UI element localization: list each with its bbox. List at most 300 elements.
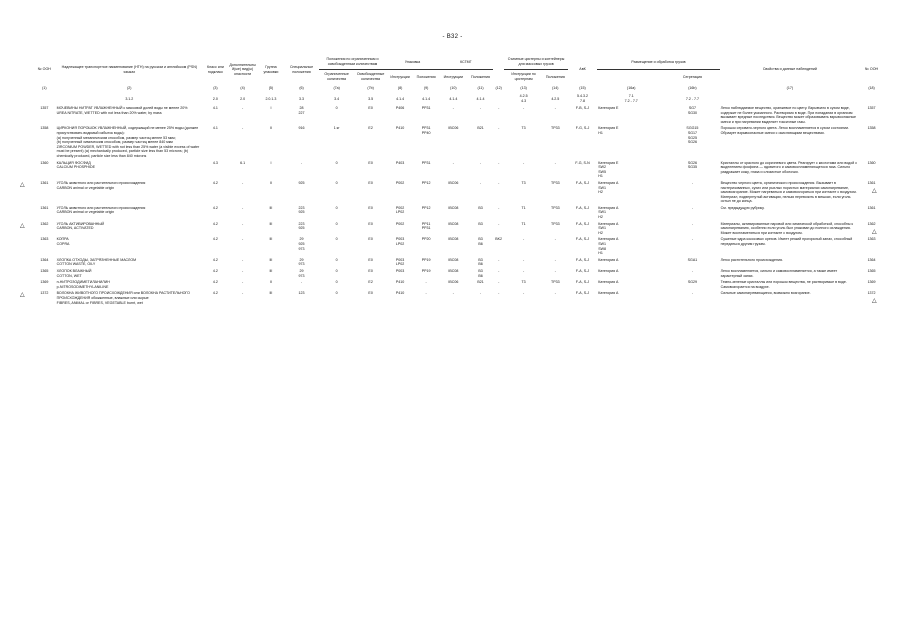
name-english: COTTON, WET bbox=[56, 273, 82, 278]
name-russian: КАЛЬЦИЯ ФОСФИД bbox=[56, 160, 91, 165]
column-number: (2) bbox=[127, 86, 132, 91]
segregation: - bbox=[691, 221, 694, 226]
stowage: Категория A SW1 SW8 H1 bbox=[598, 237, 619, 256]
packing-provision: - bbox=[425, 291, 427, 296]
name-russian: КОПРА bbox=[56, 237, 69, 242]
blank-cell: - bbox=[498, 126, 500, 131]
segregation: SG29 bbox=[687, 280, 698, 285]
stowage: Категория A bbox=[598, 291, 619, 296]
column-number: (10) bbox=[450, 86, 457, 91]
ibc-instruction: - bbox=[452, 291, 454, 296]
class: 4.2 bbox=[212, 257, 218, 262]
subsidiary-hazard: - bbox=[242, 106, 244, 110]
excepted-quantity: E2 bbox=[368, 280, 373, 285]
tank-instruction: T1 bbox=[521, 205, 526, 210]
excepted-quantity: E0 bbox=[368, 269, 373, 273]
header-special-provisions: Специальные положения bbox=[289, 64, 314, 74]
header-limited: Ограниченные количества bbox=[324, 72, 349, 81]
un-number: 1357 bbox=[40, 106, 49, 110]
column-number: (14) bbox=[552, 86, 559, 91]
table-row bbox=[33, 105, 883, 125]
excepted-quantity: E0 bbox=[368, 106, 373, 110]
packing-instruction: P403 bbox=[395, 160, 405, 165]
ibc-instruction: IBC08 bbox=[448, 237, 459, 242]
class: 4.2 bbox=[212, 180, 218, 185]
header-un-no: № ООН bbox=[37, 67, 51, 72]
name-english: ZIRCONIUM POWDER, WETTED with not less than 25% water (a visible excess of water must be present) (a) mechanically produced, particle size less than 53 microns; (b) chemically produced, particle size less than 840 microns bbox=[56, 144, 200, 158]
name-english: CALCIUM PHOSPHIDE bbox=[56, 165, 95, 170]
dangerous-goods-table bbox=[33, 55, 883, 306]
column-number: (5) bbox=[268, 86, 274, 91]
name-english: FIBRES, ANIMAL or FIBRES, VEGETABLE burnt, wet bbox=[56, 300, 143, 305]
special-provisions: 28 227 bbox=[298, 106, 305, 115]
column-number: (16a) bbox=[627, 86, 636, 91]
column-number: (18) bbox=[868, 86, 875, 91]
header-row-1 bbox=[33, 55, 883, 70]
subsidiary-hazard: - bbox=[242, 269, 244, 273]
table-row bbox=[33, 257, 883, 268]
packing-provision: PP31 bbox=[421, 106, 431, 110]
name-russian: МОЧЕВИНЫ НИТРАТ УВЛАЖНЕННЫЙ с массовой долей воды не менее 20% bbox=[56, 106, 188, 110]
header-ems: АвК bbox=[579, 67, 586, 72]
proper-shipping-name bbox=[56, 221, 203, 237]
subsidiary-hazard: - bbox=[242, 291, 244, 296]
revision-marker-right: △ bbox=[872, 298, 877, 305]
special-provisions: 123 bbox=[298, 291, 305, 296]
column-number-row bbox=[33, 84, 883, 93]
column-number: (11) bbox=[477, 86, 484, 91]
column-number: (7b) bbox=[367, 86, 374, 91]
packing-provision: PP12 bbox=[421, 180, 431, 185]
reference-cell bbox=[860, 93, 883, 105]
column-number: (3) bbox=[213, 86, 218, 91]
name-english: CARBON animal or vegetable origin bbox=[56, 185, 115, 190]
proper-shipping-name bbox=[56, 290, 203, 306]
ems: F-A, S-J bbox=[575, 221, 590, 226]
column-number: (1) bbox=[42, 86, 47, 91]
special-provisions: - bbox=[300, 280, 303, 285]
packing-provision: PP20 bbox=[421, 237, 431, 242]
ibc-instruction: IBC08 bbox=[448, 221, 459, 226]
reference-cell: 7.2 - 7.7 bbox=[685, 96, 700, 101]
name-english: p-NITROSODIMETHYLANILINE bbox=[56, 284, 109, 289]
proper-shipping-name bbox=[56, 205, 203, 221]
header-packing: Упаковка bbox=[387, 55, 439, 70]
un-number: 1372 bbox=[40, 291, 49, 296]
ibc-provision: - bbox=[479, 160, 482, 165]
stowage: Категория A bbox=[598, 257, 619, 262]
stowage: Категория E bbox=[598, 106, 619, 110]
header-segregation: Сегрегация bbox=[682, 74, 702, 79]
header-name: Надлежащее транспортное наименование (НТН) на русском и английском (PSN) языках bbox=[61, 64, 198, 74]
name-russian: п-НИТРОЗОДИМЕТИЛАНИЛИН bbox=[56, 280, 110, 285]
blank-cell: - bbox=[498, 180, 500, 185]
class: 4.1 bbox=[212, 106, 218, 110]
stowage: Категория A SW1 H2 bbox=[598, 180, 619, 195]
class: 4.2 bbox=[212, 269, 218, 273]
subsidiary-hazard: - bbox=[242, 126, 244, 131]
tank-provision: - bbox=[554, 291, 556, 296]
properties: Легко наблюдаемое вещество, оранжевое по цвету. Взрывчато в сухом виде, содержит не более указанного. Растворимо в воде. При попадании в организм вызывает вредные последствия. Вещество может образовывать взрывоопасные смеси и при нагревании выделяет токсичные газы. bbox=[720, 106, 857, 124]
header-tank-instr: Инструкции по цистернам bbox=[511, 72, 536, 81]
subsidiary-hazard: - bbox=[242, 280, 244, 285]
ibc-provision: B3 B6 bbox=[478, 257, 483, 267]
reference-row bbox=[33, 93, 883, 105]
un-number-right: 1360 bbox=[867, 160, 876, 165]
ibc-provision: - bbox=[479, 180, 482, 185]
packing-provision: - bbox=[425, 280, 427, 285]
special-provisions: 223 925 bbox=[298, 205, 305, 215]
ibc-instruction: IBC08 bbox=[448, 257, 459, 262]
un-number-right: 1361 bbox=[867, 180, 876, 185]
tank-instruction: - bbox=[522, 237, 525, 242]
ibc-provision: B21 bbox=[477, 280, 484, 285]
ems: F-G, S-N bbox=[575, 160, 590, 165]
header-ibc-prov: Положения bbox=[471, 74, 490, 79]
un-number-right: 1362 bbox=[867, 221, 876, 226]
un-number-right: 1369 bbox=[867, 280, 876, 285]
subsidiary-hazard: 6.1 bbox=[240, 160, 246, 165]
packing-group: II bbox=[269, 126, 272, 131]
reference-cell bbox=[33, 93, 56, 105]
header-class: Класс или подкласс bbox=[206, 64, 224, 74]
packing-provision: PP31 PP40 bbox=[421, 126, 431, 135]
ibc-provision: B3 bbox=[478, 221, 483, 226]
limited-quantity: 0 bbox=[335, 237, 338, 242]
special-provisions: 925 bbox=[298, 180, 305, 185]
tank-instruction: T3 bbox=[521, 280, 526, 285]
tank-provision: TP33 bbox=[551, 205, 560, 210]
header-stowage-sub bbox=[597, 70, 665, 85]
segregation: - bbox=[691, 180, 694, 185]
special-provisions: 916 bbox=[298, 126, 305, 131]
packing-group: III bbox=[269, 237, 273, 242]
packing-instruction: P002 bbox=[395, 180, 405, 185]
column-number: (4) bbox=[240, 86, 245, 91]
subsidiary-hazard: - bbox=[242, 237, 244, 242]
header-ibc: КСГМГ bbox=[439, 55, 493, 70]
limited-quantity: 0 bbox=[335, 291, 338, 296]
special-provisions: - bbox=[300, 160, 303, 165]
blank-cell: - bbox=[498, 205, 500, 210]
packing-provision: PP19 bbox=[421, 269, 431, 273]
properties: Сильные самонагревающиеся, возможно возгорание. bbox=[720, 291, 811, 296]
excepted-quantity: E0 bbox=[368, 257, 373, 262]
ems: F-B, S-J bbox=[575, 106, 590, 110]
segregation: SGA1 bbox=[687, 257, 698, 262]
revision-marker-right: △ bbox=[872, 187, 877, 194]
ibc-provision: B3 bbox=[478, 205, 483, 210]
packing-instruction: P410 bbox=[395, 280, 405, 285]
stowage: Категория E H1 bbox=[598, 126, 619, 135]
special-provisions: 29 973 bbox=[298, 269, 305, 278]
proper-shipping-name bbox=[56, 105, 203, 125]
tank-provision: TP33 bbox=[551, 221, 560, 226]
proper-shipping-name bbox=[56, 279, 203, 290]
reference-cell: 3.3 bbox=[299, 96, 305, 101]
un-number-right: 1363 bbox=[867, 237, 876, 242]
properties: Вещество черного цвета, органического происхождения. Вызывает в пастеризованных, сухих или рыхлых пористых материалах самонагревание, самовозгорание. Может нагреваться и самовозгораться при контакте с воздухом. Материал, подвергнутый активации, нельзя перевозить в мешках, если уголь остыл не до конца. bbox=[720, 180, 857, 204]
stowage: Категория A SW1 H2 bbox=[598, 205, 619, 220]
ems: F-A, S-J bbox=[575, 269, 590, 273]
class: 4.2 bbox=[212, 221, 218, 226]
un-number: 1361 bbox=[40, 205, 49, 210]
limited-quantity: 0 bbox=[335, 280, 338, 285]
blank-cell: - bbox=[498, 106, 500, 110]
reference-cell: 5.4.3.2 7.8 bbox=[577, 94, 588, 103]
properties: Темно-зеленые кристаллы или порошок вещества, не растворимые в воде. Самовозгорается на воздухе. bbox=[720, 280, 847, 289]
column-number: (13) bbox=[520, 86, 527, 91]
header-stowage: Размещение и обработка грузов bbox=[597, 55, 719, 70]
name-russian: (a) полученный механическим способом, размер частиц менее 53 мкм; bbox=[56, 135, 176, 140]
name-russian: (b) полученный химическим способом, размер частиц менее 840 мкм bbox=[56, 140, 173, 145]
subsidiary-hazard: - bbox=[242, 205, 244, 210]
table-row bbox=[33, 205, 883, 221]
un-number: 1360 bbox=[40, 160, 49, 165]
ems: F-A, S-J bbox=[575, 280, 590, 285]
revision-marker-left: △ bbox=[20, 181, 25, 188]
packing-instruction: P002 bbox=[395, 221, 405, 226]
proper-shipping-name bbox=[56, 125, 203, 159]
column-number: (6) bbox=[299, 86, 304, 91]
class: 4.2 bbox=[212, 280, 218, 285]
tank-provision: - bbox=[554, 269, 556, 273]
limited-quantity: 0 bbox=[335, 180, 338, 185]
limited-quantity: 0 bbox=[335, 205, 338, 210]
blank-cell: - bbox=[498, 221, 500, 226]
excepted-quantity: E2 bbox=[368, 126, 373, 131]
limited-quantity: 0 bbox=[335, 269, 338, 273]
class: 4.2 bbox=[212, 291, 218, 296]
excepted-quantity: E0 bbox=[368, 205, 373, 210]
stowage: Категория A SW1 H2 bbox=[598, 221, 619, 235]
un-number-right: 1361 bbox=[867, 205, 876, 210]
revision-marker-left: △ bbox=[20, 292, 25, 299]
reference-cell: 2.0 bbox=[212, 96, 218, 101]
name-russian: УГОЛЬ животного или растительного происхождения bbox=[56, 205, 146, 210]
un-number: 1358 bbox=[40, 126, 49, 131]
tank-instruction: - bbox=[522, 257, 525, 262]
name-english: COPRA bbox=[56, 242, 70, 247]
column-number: (17) bbox=[786, 86, 794, 91]
class: 4.1 bbox=[212, 126, 218, 131]
ibc-provision: - bbox=[479, 291, 482, 296]
table-row bbox=[33, 125, 883, 159]
reference-cell: 4.1.4 bbox=[476, 96, 485, 101]
ems: F-A, S-J bbox=[575, 257, 590, 262]
ems: F-A, S-J bbox=[575, 291, 590, 296]
blank-cell: - bbox=[498, 280, 500, 285]
packing-group: II bbox=[269, 280, 272, 285]
tank-provision: TP33 bbox=[551, 180, 560, 185]
un-number: 1361 bbox=[40, 180, 49, 185]
ibc-provision: B3 B6 bbox=[478, 237, 483, 247]
name-russian: УГОЛЬ животного или растительного происхождения bbox=[56, 180, 146, 185]
ems: F-G, S-J bbox=[575, 126, 590, 131]
column-number: (15) bbox=[579, 86, 586, 91]
tank-provision: - bbox=[554, 106, 556, 110]
reference-cell bbox=[493, 93, 504, 105]
stowage: Категория A bbox=[598, 280, 619, 285]
ibc-instruction: - bbox=[452, 160, 454, 165]
proper-shipping-name bbox=[56, 268, 203, 279]
name-english: UREA NITRATE, WETTED with not less than 20% water, by mass bbox=[56, 110, 162, 115]
name-english: CARBON animal or vegetable origin bbox=[56, 210, 115, 215]
packing-group: I bbox=[270, 106, 272, 110]
packing-instruction: P003 bbox=[395, 269, 405, 273]
segregation: SGG15 SG17 SG25 SG26 bbox=[686, 126, 699, 145]
table-row bbox=[33, 236, 883, 256]
segregation: SG26 SG35 bbox=[687, 160, 698, 170]
reference-cell: 4.1.4 bbox=[422, 96, 431, 101]
reference-cell: 4.2.5 4.3 bbox=[519, 94, 528, 103]
ibc-provision: B3 B6 bbox=[478, 269, 483, 278]
un-number-right: 1357 bbox=[867, 106, 876, 110]
subsidiary-hazard: - bbox=[242, 257, 244, 262]
table-row bbox=[33, 268, 883, 279]
packing-provision: PP11 PP31 bbox=[421, 221, 431, 231]
excepted-quantity: E0 bbox=[368, 221, 373, 226]
tank-provision: - bbox=[554, 257, 556, 262]
un-number: 1362 bbox=[40, 221, 49, 226]
tank-provision: TP33 bbox=[551, 280, 560, 285]
column-number: (12) bbox=[495, 86, 502, 91]
header-limited-excepted: Положения по ограниченным и освобожденным количествам bbox=[319, 55, 387, 70]
packing-instruction: P003 LP02 bbox=[395, 237, 405, 247]
segregation: - bbox=[691, 291, 694, 296]
limited-quantity: 0 bbox=[335, 257, 338, 262]
reference-cell: 4.1.4 bbox=[449, 96, 458, 101]
tank-provision: TP33 bbox=[551, 126, 560, 131]
reference-cell: 4.2.5 bbox=[551, 96, 560, 101]
tank-instruction: - bbox=[522, 106, 525, 110]
packing-provision: PP12 bbox=[421, 205, 431, 210]
reference-cell: 3.4 bbox=[334, 96, 340, 101]
table-row bbox=[33, 221, 883, 237]
reference-cell bbox=[720, 93, 861, 105]
properties: Кристаллы от красного до коричневого цвета. Реагирует с кислотами или водой с выделением фосфина — ядовитого и самовоспламеняющегося газа. Сильно раздражает кожу, глаза и слизистые оболочки. bbox=[720, 160, 858, 174]
reference-cell: 4.1.4 bbox=[396, 96, 405, 101]
revision-marker-right: △ bbox=[872, 228, 877, 235]
table-row bbox=[33, 180, 883, 205]
header-tank-prov: Положения bbox=[545, 74, 565, 79]
reference-cell: 2.0 bbox=[240, 96, 246, 101]
blank-cell: - bbox=[498, 257, 500, 262]
properties: Сушеные ядра кокосовых орехов. Имеет резкий прогорклый запах, способный передаться другим грузам. bbox=[720, 237, 853, 247]
tank-provision: - bbox=[554, 160, 556, 165]
revision-marker-left: △ bbox=[20, 222, 25, 229]
un-number-right: 1365 bbox=[867, 269, 876, 273]
special-provisions: 29 925 973 bbox=[298, 237, 305, 251]
ems: F-A, S-J bbox=[575, 205, 590, 210]
properties: Материалы, активированные паровой или химической обработкой, способны к самонагреванию, особенно если уголь был упакован до полного охлаждения. Может воспламеняться при контакте с воздухом. bbox=[720, 221, 854, 235]
properties: Легко воспламеняется, сильно и самовоспламеняется, а также имеет характерный запах. bbox=[720, 269, 838, 278]
reference-cell: 3.1.2 bbox=[125, 96, 134, 101]
proper-shipping-name bbox=[56, 236, 203, 256]
name-russian: УГОЛЬ АКТИВИРОВАННЫЙ bbox=[56, 221, 105, 226]
header-ibc-instr: Инструкции bbox=[443, 74, 464, 79]
packing-instruction: P003 LP02 bbox=[395, 257, 405, 267]
table-body bbox=[33, 105, 883, 306]
tank-instruction: - bbox=[522, 269, 525, 273]
excepted-quantity: E0 bbox=[368, 291, 373, 296]
header-excepted: Освобожденные количества bbox=[356, 72, 385, 81]
header-packing-instr: Инструкции bbox=[390, 74, 410, 79]
packing-instruction: P410 bbox=[395, 291, 405, 296]
name-russian: ЦИРКОНИЯ ПОРОШОК УВЛАЖНЕННЫЙ, содержащий не менее 25% воды (должен присутствовать видимый избыток воды): bbox=[56, 126, 199, 135]
tank-instruction: T3 bbox=[521, 180, 526, 185]
header-properties: Свойства и данные наблюдений bbox=[762, 67, 817, 72]
blank-cell: BK2 bbox=[495, 237, 503, 242]
tank-instruction: - bbox=[522, 291, 525, 296]
segregation: - bbox=[691, 269, 694, 273]
packing-group: II bbox=[269, 180, 272, 185]
limited-quantity: 0 bbox=[335, 221, 338, 226]
packing-group: III bbox=[269, 257, 273, 262]
special-provisions: 223 925 bbox=[298, 221, 305, 231]
ibc-instruction: IBC06 bbox=[448, 280, 459, 285]
segregation: - bbox=[691, 237, 694, 242]
packing-instruction: P002 LP02 bbox=[395, 205, 405, 215]
properties: Порошок серовато-черного цвета. Легко воспламеняется в сухом состоянии. Образует взрывоопасные смеси с окисляющими веществами. bbox=[720, 126, 850, 135]
un-number: 1369 bbox=[40, 280, 49, 285]
proper-shipping-name bbox=[56, 257, 203, 268]
name-russian: ХЛОПОК ВЛАЖНЫЙ bbox=[56, 269, 92, 273]
blank-cell: - bbox=[498, 291, 500, 296]
name-english: CARBON, ACTIVATED bbox=[56, 226, 94, 231]
packing-group: III bbox=[269, 221, 273, 226]
proper-shipping-name bbox=[56, 160, 203, 180]
un-number-right: 1372 bbox=[867, 291, 876, 296]
un-number: 1363 bbox=[40, 237, 49, 242]
packing-group: III bbox=[269, 269, 273, 273]
packing-provision: PP31 bbox=[421, 160, 431, 165]
un-number-right: 1364 bbox=[867, 257, 876, 262]
tank-provision: - bbox=[554, 237, 556, 242]
header-packing-group: Группа упаковки bbox=[263, 64, 279, 74]
page-number: - B32 - bbox=[442, 34, 463, 40]
limited-quantity: 0 bbox=[335, 160, 338, 165]
properties: См. предыдущую рубрику. bbox=[720, 205, 765, 210]
reference-cell: 7.1 7.2 - 7.7 bbox=[624, 94, 638, 103]
column-number: (7a) bbox=[333, 86, 340, 91]
name-russian: ХЛОПКА ОТХОДЫ, ЗАГРЯЗНЕННЫЕ МАСЛОМ bbox=[56, 257, 137, 262]
subsidiary-hazard: - bbox=[242, 180, 244, 185]
header-packing-prov: Положения bbox=[416, 74, 436, 79]
tank-instruction: T1 bbox=[521, 221, 526, 226]
header-portable-tanks: Съемные цистерны и контейнеры для массовых грузов bbox=[504, 55, 567, 70]
proper-shipping-name bbox=[56, 180, 203, 205]
name-russian: ВОЛОКНА ЖИВОТНОГО ПРОИСХОЖДЕНИЯ или ВОЛОКНА РАСТИТЕЛЬНОГО ПРОИСХОЖДЕНИЯ обожженные, влажные или сырые bbox=[56, 291, 190, 300]
blank-cell: - bbox=[498, 269, 500, 273]
un-number: 1364 bbox=[40, 257, 49, 262]
reference-cell: 3.5 bbox=[368, 96, 374, 101]
ibc-provision: - bbox=[479, 106, 482, 110]
stowage: Категория A bbox=[598, 269, 619, 273]
column-number: (9) bbox=[423, 86, 429, 91]
class: 4.2 bbox=[212, 237, 218, 242]
header-un-no-right: № ООН bbox=[865, 67, 879, 72]
class: 4.3 bbox=[212, 160, 218, 165]
ibc-instruction: - bbox=[452, 106, 454, 110]
un-number-right: 1358 bbox=[867, 126, 876, 131]
packing-instruction: P410 bbox=[395, 126, 405, 131]
ems: F-A, S-J bbox=[575, 237, 590, 242]
class: 4.2 bbox=[212, 205, 218, 210]
table-row bbox=[33, 290, 883, 306]
ibc-instruction: IBC08 bbox=[448, 269, 459, 273]
table-row bbox=[33, 279, 883, 290]
